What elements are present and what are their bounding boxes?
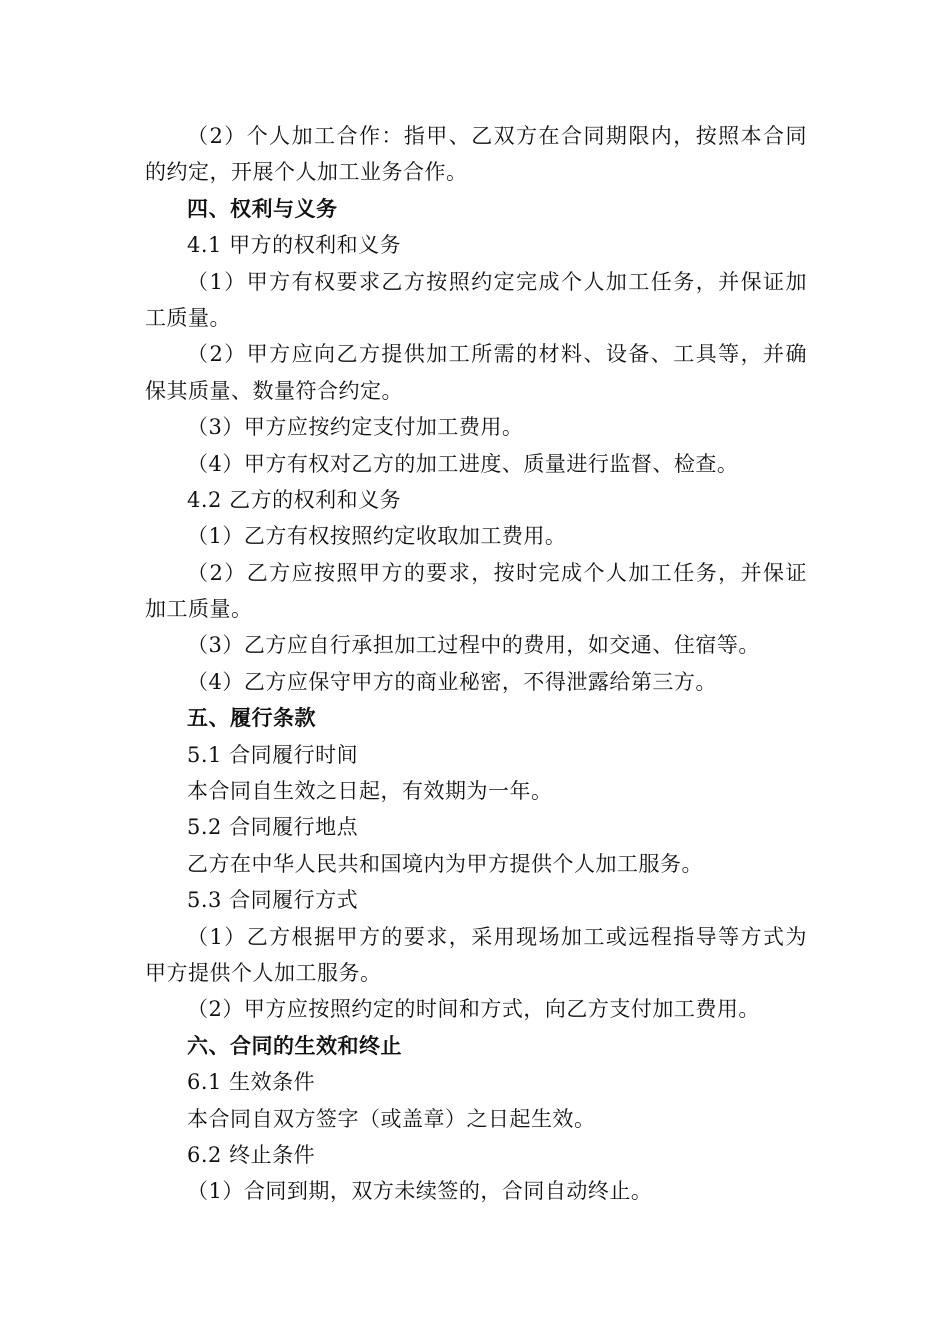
paragraph-line: （1）乙方有权按照约定收取加工费用。 xyxy=(187,524,567,549)
paragraph-line: （1）乙方根据甲方的要求，采用现场加工或远程指导等方式为 xyxy=(187,924,807,949)
paragraph-line: （4）甲方有权对乙方的加工进度、质量进行监督、检查。 xyxy=(187,451,739,476)
paragraph-line: 加工质量。 xyxy=(145,597,253,622)
paragraph-line: （2）个人加工合作：指甲、乙双方在合同期限内，按照本合同 xyxy=(187,124,807,148)
subsection-heading: 6.1 生效条件 xyxy=(187,1070,316,1095)
document-page xyxy=(145,118,807,1210)
subsection-heading: 5.3 合同履行方式 xyxy=(187,888,359,913)
paragraph-line: 的约定，开展个人加工业务合作。 xyxy=(145,160,468,185)
paragraph-line: （4）乙方应保守甲方的商业秘密，不得泄露给第三方。 xyxy=(187,669,717,694)
subsection-heading: 4.2 乙方的权利和义务 xyxy=(187,487,402,512)
paragraph-line: （2）甲方应按照约定的时间和方式，向乙方支付加工费用。 xyxy=(187,997,760,1022)
section-heading: 六、合同的生效和终止 xyxy=(187,1033,402,1058)
paragraph-line: （1）合同到期，双方未续签的，合同自动终止。 xyxy=(187,1179,653,1204)
paragraph-line: （3）甲方应按约定支付加工费用。 xyxy=(187,415,524,440)
subsection-heading: 5.2 合同履行地点 xyxy=(187,815,359,840)
paragraph-line: 保其质量、数量符合约定。 xyxy=(145,378,403,403)
section-heading: 五、履行条款 xyxy=(187,706,316,731)
subsection-heading: 6.2 终止条件 xyxy=(187,1142,316,1167)
paragraph-line: （2）乙方应按照甲方的要求，按时完成个人加工任务，并保证 xyxy=(187,560,807,585)
section-heading: 四、权利与义务 xyxy=(187,196,338,221)
paragraph-line: 工质量。 xyxy=(145,305,231,330)
paragraph-line: 甲方提供个人加工服务。 xyxy=(145,960,382,985)
paragraph-line: 本合同自生效之日起，有效期为一年。 xyxy=(187,779,553,804)
paragraph-line: 乙方在中华人民共和国境内为甲方提供个人加工服务。 xyxy=(187,851,703,876)
paragraph-line: （2）甲方应向乙方提供加工所需的材料、设备、工具等，并确 xyxy=(187,342,807,367)
paragraph-line: （3）乙方应自行承担加工过程中的费用，如交通、住宿等。 xyxy=(187,633,760,658)
subsection-heading: 4.1 甲方的权利和义务 xyxy=(187,233,402,258)
paragraph-line: 本合同自双方签字（或盖章）之日起生效。 xyxy=(187,1106,596,1131)
paragraph-line: （1）甲方有权要求乙方按照约定完成个人加工任务，并保证加 xyxy=(187,269,807,294)
subsection-heading: 5.1 合同履行时间 xyxy=(187,742,359,767)
